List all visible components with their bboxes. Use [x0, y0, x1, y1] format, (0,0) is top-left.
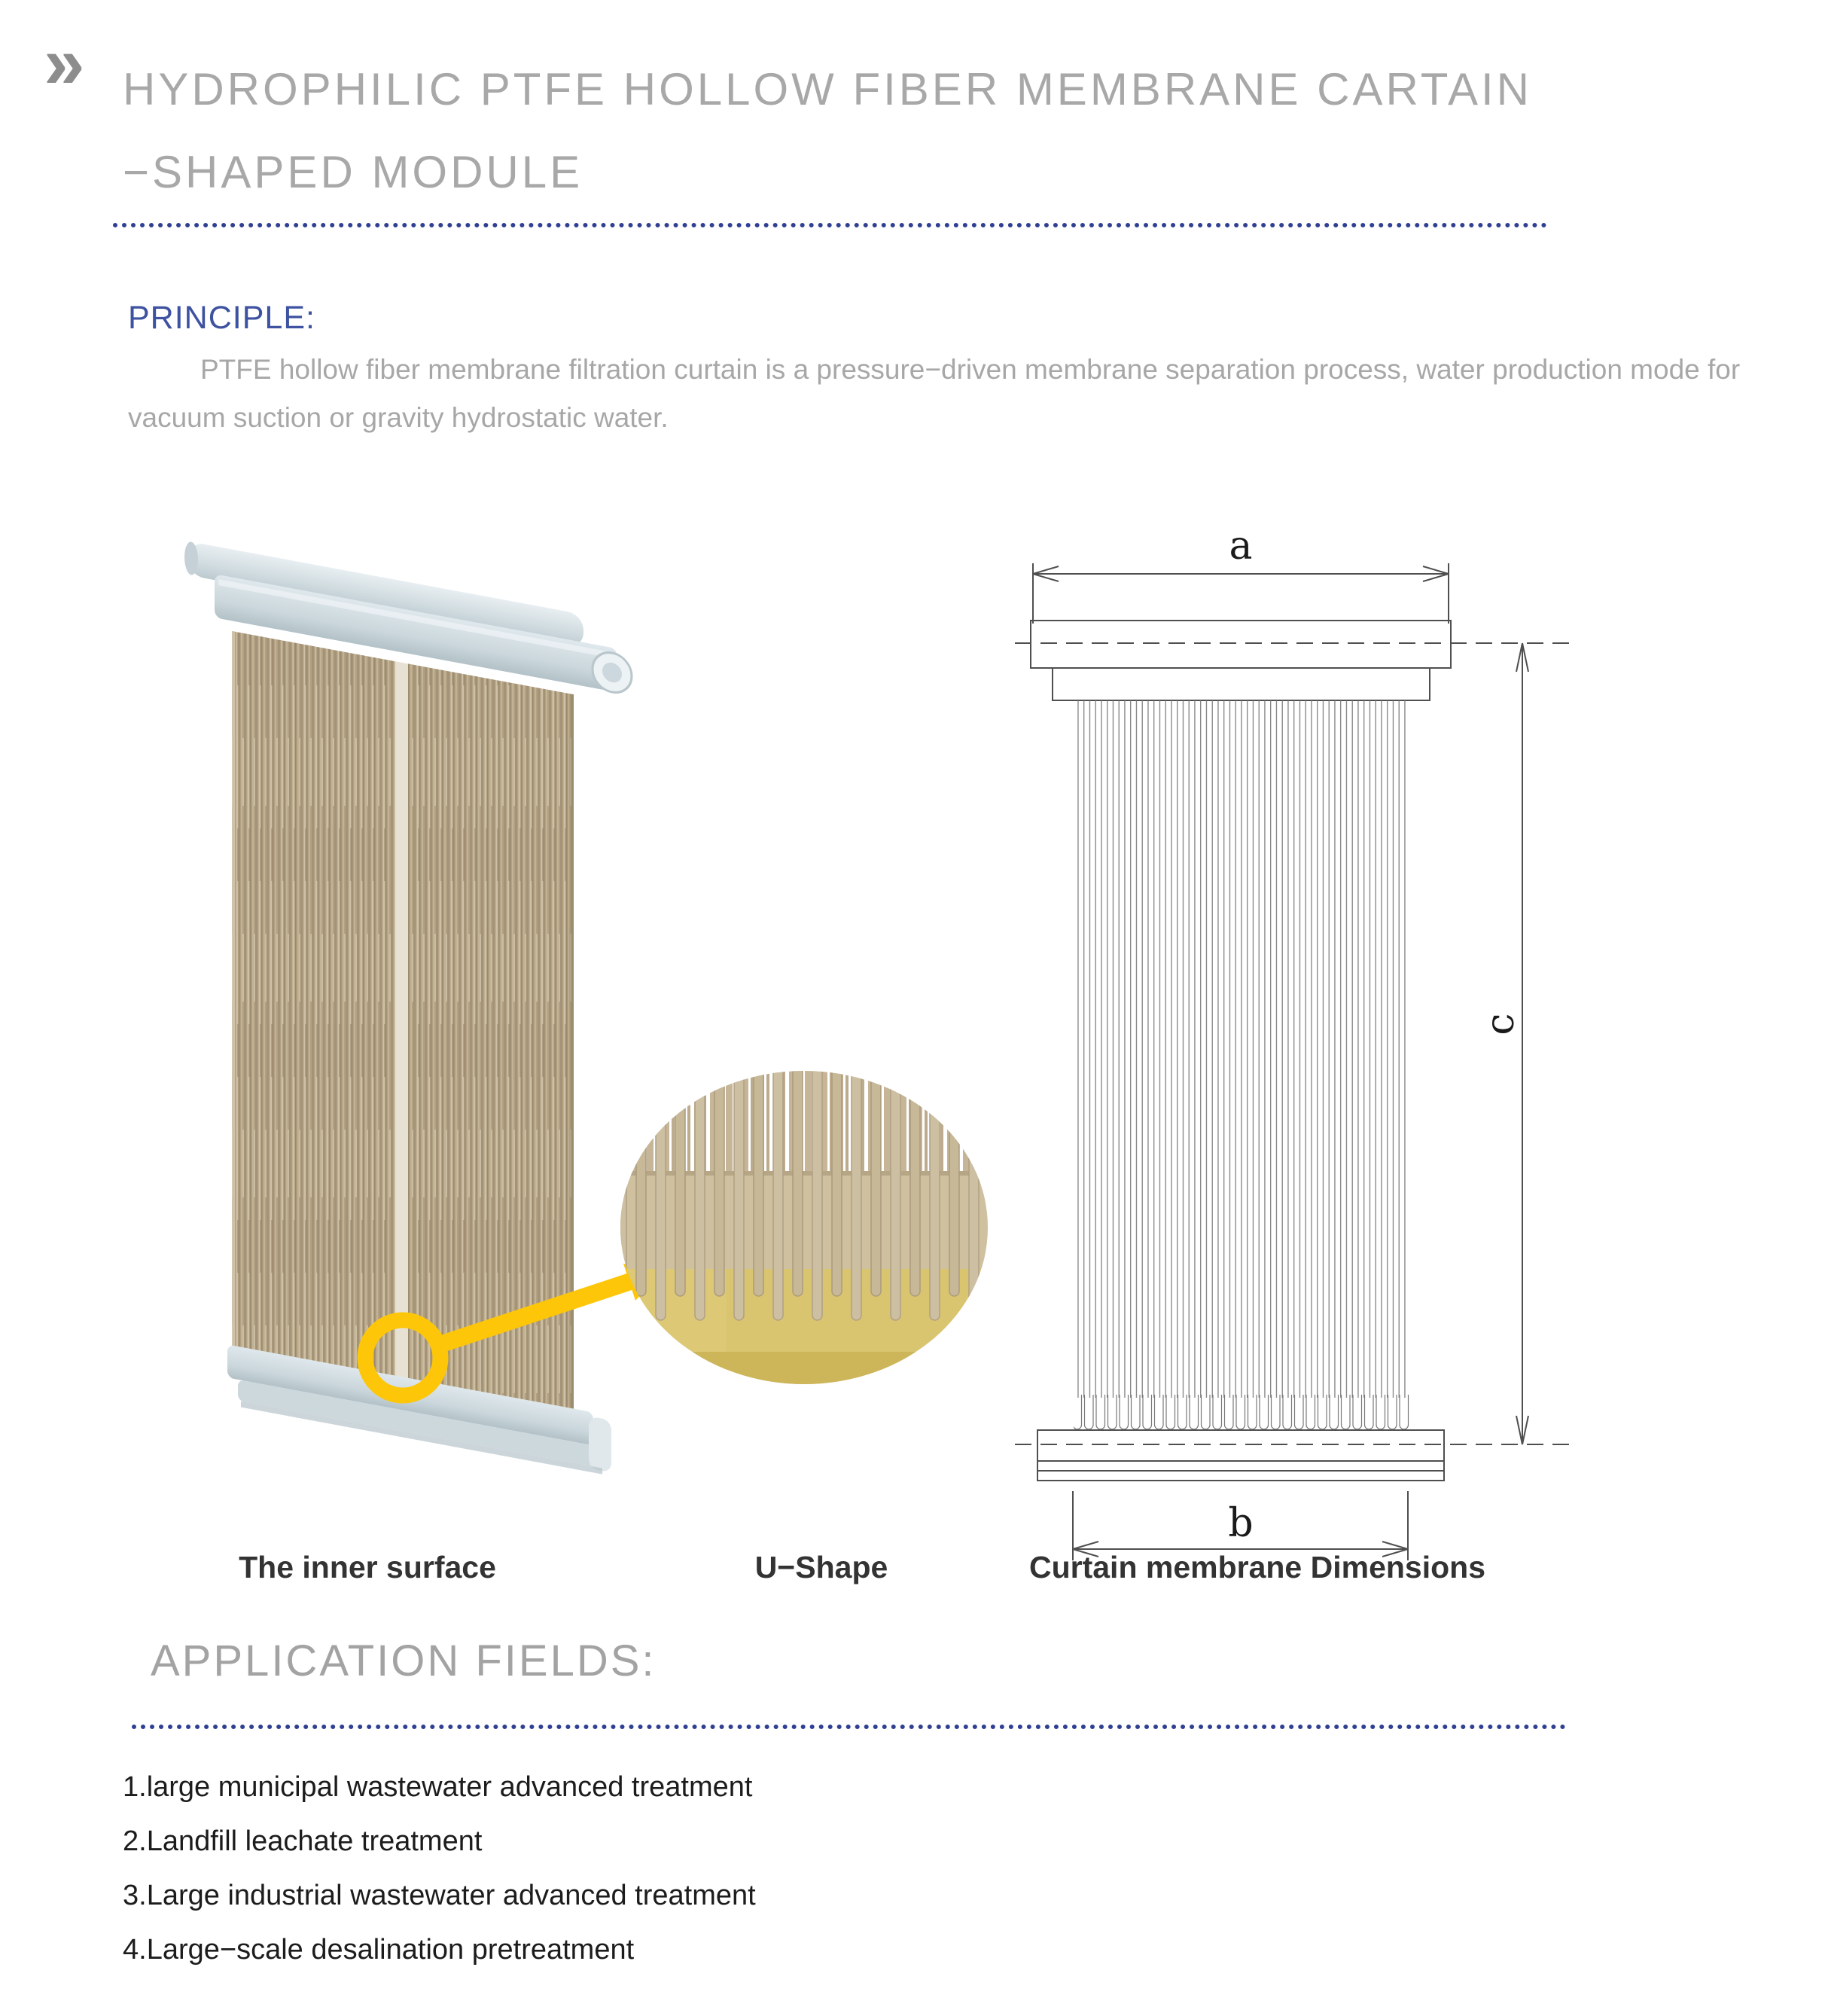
caption-curtain-dimensions: Curtain membrane Dimensions — [1028, 1550, 1486, 1584]
application-item-2: 2.Landfill leachate treatment — [123, 1825, 483, 1857]
drawing-u-loops — [1074, 1395, 1409, 1441]
principle-body-line1: PTFE hollow fiber membrane filtration curtain is a pressure−driven membrane separation process, water production mode for — [200, 354, 1741, 385]
page-title-line2: −SHAPED MODULE — [123, 147, 583, 197]
u-shape-detail-figure — [614, 1066, 1001, 1397]
dimension-label-c: c — [1478, 1013, 1523, 1035]
application-item-1: 1.large municipal wastewater advanced treatment — [123, 1771, 753, 1803]
caption-u-shape: U−Shape — [754, 1550, 888, 1584]
caption-inner-surface: The inner surface — [239, 1550, 496, 1584]
application-item-3: 3.Large industrial wastewater advanced treatment — [123, 1880, 756, 1911]
double-chevron-icon: » — [44, 21, 85, 104]
application-fields-heading: APPLICATION FIELDS: — [151, 1636, 657, 1685]
fiber-curtain — [232, 631, 574, 1414]
title-dotted-divider — [113, 223, 1547, 227]
front-u-shaped-fibers — [614, 1066, 1001, 1397]
drawing-fiber-lines — [1074, 700, 1409, 1398]
application-dotted-divider — [132, 1725, 1566, 1729]
principle-body-line2: vacuum suction or gravity hydrostatic water. — [128, 402, 669, 433]
dimension-label-a: a — [1229, 527, 1253, 569]
page-title-line1: HYDROPHILIC PTFE HOLLOW FIBER MEMBRANE CARTAIN — [123, 64, 1532, 114]
application-item-4: 4.Large−scale desalination pretreatment — [123, 1934, 635, 1966]
module-3d-figure — [173, 520, 670, 1476]
dimension-drawing-figure — [1001, 527, 1596, 1574]
principle-heading: PRINCIPLE: — [128, 300, 315, 336]
dimension-label-b: b — [1228, 1501, 1254, 1546]
